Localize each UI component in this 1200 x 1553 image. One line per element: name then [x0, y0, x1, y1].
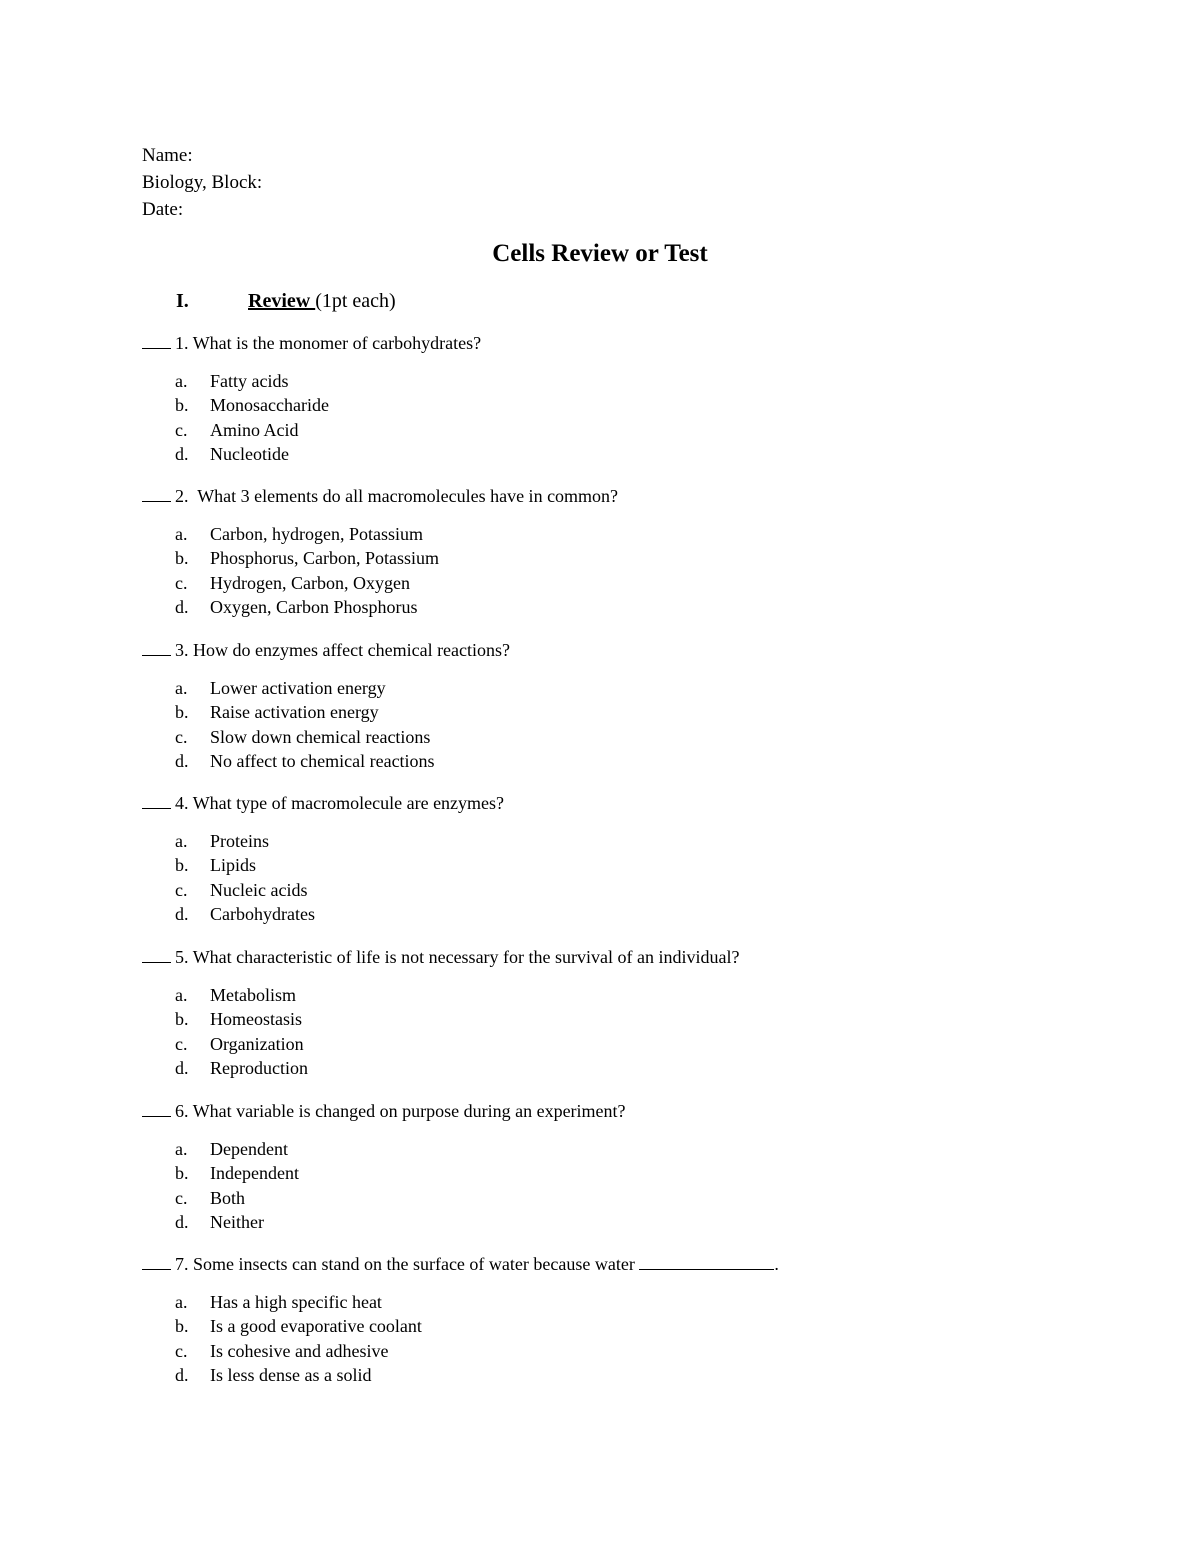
- option-a: a. Metabolism: [175, 985, 296, 1005]
- question-number: 3.: [175, 640, 189, 660]
- question-6: [142, 1098, 1142, 1235]
- answer-options: [142, 1290, 1142, 1388]
- answer-options: [142, 369, 1142, 467]
- question-prompt: [142, 483, 1142, 507]
- question-text: What type of macromolecule are enzymes?: [192, 793, 505, 813]
- question-5: [142, 944, 1142, 1081]
- option-a: a. Dependent: [175, 1139, 288, 1159]
- question-text: Some insects can stand on the surface of water because water: [193, 1254, 635, 1274]
- student-info-header: [142, 142, 262, 223]
- option-b: b. Monosaccharide: [175, 395, 329, 416]
- section-title: Review: [248, 290, 316, 312]
- question-prompt: [142, 944, 1142, 968]
- option-d: d. Neither: [175, 1212, 264, 1233]
- option-a: a. Fatty acids: [175, 371, 289, 391]
- question-prompt: [142, 1251, 1142, 1275]
- option-c: c. Both: [175, 1187, 246, 1208]
- question-text: What is the monomer of carbohydrates?: [192, 333, 482, 353]
- option-c: c. Nucleic acids: [175, 879, 308, 900]
- answer-options: [142, 676, 1142, 774]
- question-number: 1.: [175, 333, 189, 353]
- option-d: d. Carbohydrates: [175, 904, 315, 925]
- option-d: d. No affect to chemical reactions: [175, 751, 435, 772]
- option-c: c. Slow down chemical reactions: [175, 726, 431, 747]
- question-text: How do enzymes affect chemical reactions?: [193, 640, 511, 660]
- option-a: a. Proteins: [175, 831, 270, 851]
- name-label: Name:: [142, 145, 193, 166]
- question-1: [142, 330, 1142, 467]
- page-title: Cells Review or Test: [492, 240, 708, 267]
- option-b: b. Homeostasis: [175, 1009, 302, 1030]
- question-7: [142, 1251, 1142, 1388]
- question-prompt: [142, 1098, 1142, 1122]
- question-text: What variable is changed on purpose during an experiment?: [192, 1101, 626, 1121]
- section-numeral: I.: [176, 290, 189, 312]
- option-c: c. Is cohesive and adhesive: [175, 1340, 389, 1361]
- answer-blank[interactable]: [142, 483, 171, 502]
- question-number: 7.: [175, 1254, 189, 1274]
- question-prompt: [142, 790, 1142, 814]
- question-4: [142, 790, 1142, 927]
- answer-blank[interactable]: [142, 944, 171, 963]
- answer-blank[interactable]: [142, 1098, 171, 1117]
- answer-options: [142, 522, 1142, 620]
- option-a: a. Carbon, hydrogen, Potassium: [175, 524, 423, 544]
- question-text: What 3 elements do all macromolecules have in common?: [197, 486, 619, 506]
- question-text-end: .: [774, 1254, 779, 1274]
- question-text: What characteristic of life is not necessary for the survival of an individual?: [192, 947, 740, 967]
- answer-blank[interactable]: [142, 637, 171, 656]
- option-d: d. Reproduction: [175, 1058, 308, 1079]
- answer-options: [142, 829, 1142, 927]
- question-2: [142, 483, 1142, 620]
- option-d: d. Is less dense as a solid: [175, 1365, 372, 1386]
- option-c: c. Organization: [175, 1033, 304, 1054]
- question-number: 6.: [175, 1101, 189, 1121]
- question-prompt: [142, 330, 1142, 354]
- section-heading: [176, 288, 396, 314]
- question-prompt: [142, 637, 1142, 661]
- option-b: b. Phosphorus, Carbon, Potassium: [175, 548, 440, 569]
- question-number: 2.: [175, 486, 189, 506]
- question-number: 5.: [175, 947, 189, 967]
- question-3: [142, 637, 1142, 774]
- option-b: b. Raise activation energy: [175, 702, 379, 723]
- question-number: 4.: [175, 793, 189, 813]
- option-b: b. Is a good evaporative coolant: [175, 1316, 422, 1337]
- section-points: (1pt each): [315, 290, 396, 312]
- option-d: d. Nucleotide: [175, 444, 289, 465]
- option-c: c. Hydrogen, Carbon, Oxygen: [175, 572, 410, 593]
- answer-blank[interactable]: [142, 330, 171, 349]
- option-a: a. Lower activation energy: [175, 678, 386, 698]
- option-b: b. Independent: [175, 1163, 299, 1184]
- option-d: d. Oxygen, Carbon Phosphorus: [175, 597, 418, 618]
- option-a: a. Has a high specific heat: [175, 1292, 382, 1312]
- date-label: Date:: [142, 199, 184, 220]
- option-b: b. Lipids: [175, 855, 257, 876]
- fill-in-blank[interactable]: [639, 1251, 774, 1270]
- answer-blank[interactable]: [142, 790, 171, 809]
- answer-blank[interactable]: [142, 1251, 171, 1270]
- option-c: c. Amino Acid: [175, 419, 299, 440]
- answer-options: [142, 983, 1142, 1081]
- class-block-label: Biology, Block:: [142, 172, 263, 193]
- answer-options: [142, 1137, 1142, 1235]
